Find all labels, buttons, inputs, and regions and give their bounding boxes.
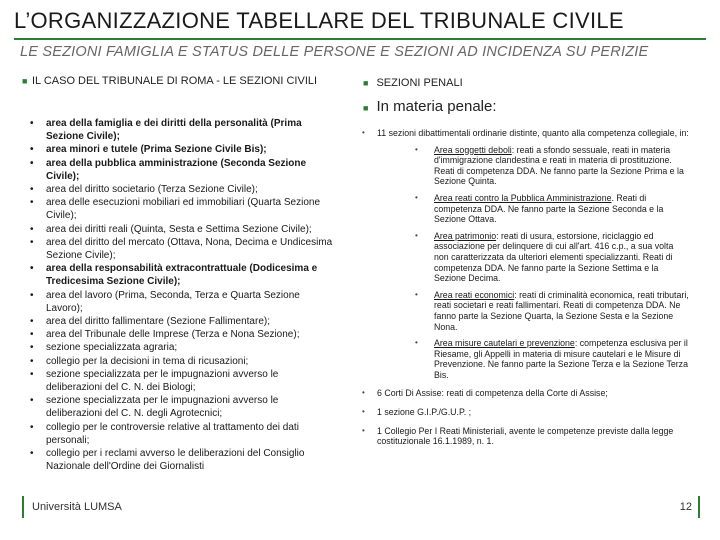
list-item-text: area dei diritti reali (Quinta, Sesta e Settima Sezione Civile); (46, 223, 312, 235)
bullet-icon: • (30, 421, 34, 433)
bullet-icon: • (415, 338, 418, 348)
bullet-icon: • (30, 223, 34, 235)
list-item-text: sezione specializzata per le impugnazioni avverso le deliberazioni del C. N. degli Agrotecnici; (46, 395, 279, 420)
list-item (30, 117, 335, 143)
penal-area-description: : reati di usura, estorsione, riciclaggio ed associazione per delinquere di cui all'art. 416 c.p., a sua volta non caratterizzata da ulteriori elementi specializzanti. Reati di competenza DDA. Ne fanno parte la Sezione Settima e la Sezione Decima. (434, 230, 674, 284)
penal-area-link[interactable]: Area reati economici (434, 289, 515, 300)
bullet-icon: • (362, 425, 365, 435)
slide-subtitle: LE SEZIONI FAMIGLIA E STATUS DELLE PERSONE E SEZIONI AD INCIDENZA SU PERIZIE (20, 44, 649, 60)
list-item (30, 368, 335, 394)
bullet-icon: • (30, 118, 34, 129)
title-divider (14, 38, 706, 40)
bullet-icon: • (30, 355, 34, 367)
list-item (30, 183, 335, 196)
square-bullet-icon: ■ (22, 76, 28, 86)
list-item-text: collegio per la decisioni in tema di ricusazioni; (46, 355, 249, 367)
bullet-icon: • (30, 184, 34, 196)
list-item-text: 1 sezione G.I.P./G.U.P. ; (377, 407, 472, 418)
list-item (30, 196, 335, 222)
bullet-icon: • (30, 329, 34, 341)
list-item-text: area del Tribunale delle Imprese (Terza e Nona Sezione); (46, 329, 300, 341)
penal-area-link[interactable]: Area reati contro la Pubblica Amministrazione (434, 192, 612, 203)
list-item-text: 1 Collegio Per I Reati Ministeriali, avente le competenze previste dalla legge costituzionale 16.1.1989, n. 1. (377, 425, 674, 447)
footer-label: Università LUMSA (32, 501, 122, 513)
slide-title: L’ORGANIZZAZIONE TABELLARE DEL TRIBUNALE CIVILE (14, 8, 624, 33)
penal-area-description: : reati a sfondo sessuale, reati in materia d'immigrazione clandestina e reati in materia di prostituzione. Reati di competenza DDA. Ne fanno parte la Sezione Prima e la Sezione Quinta. (434, 144, 684, 187)
list-item-text: area della pubblica amministrazione (Seconda Sezione Civile); (46, 157, 307, 182)
page-number: 12 (679, 501, 692, 513)
left-column-heading (22, 74, 332, 89)
penal-areas-sublist (377, 145, 690, 381)
list-item (30, 143, 335, 156)
list-item (30, 157, 335, 183)
list-item-text: area minori e tutele (Prima Sezione Civile Bis); (46, 144, 267, 156)
bullet-icon: • (30, 144, 34, 156)
list-item (30, 447, 335, 473)
bullet-icon: • (362, 388, 365, 398)
penal-subheading (363, 98, 497, 115)
list-item (30, 328, 335, 341)
right-heading-text: SEZIONI PENALI (376, 77, 463, 89)
penal-sections-list (360, 128, 690, 455)
list-item-text: area della famiglia e dei diritti della personalità (Prima Sezione Civile); (46, 118, 302, 143)
bullet-icon: • (30, 448, 34, 460)
bullet-icon: • (30, 395, 34, 407)
list-item (30, 394, 335, 420)
list-item-text: area del diritto fallimentare (Sezione Fallimentare); (46, 316, 270, 328)
list-item (30, 421, 335, 447)
penal-area-description: : competenza esclusiva per il Riesame, gli Appelli in materia di misure cautelari e le Misure di Prevenzione. Ne fanno parte la Sezione Terza e la Sezione Terza Bis. (434, 338, 688, 380)
list-item (360, 407, 690, 418)
bullet-icon: • (362, 128, 365, 137)
bullet-icon: • (415, 230, 418, 240)
bullet-icon: • (415, 289, 418, 299)
penal-area-item (377, 193, 690, 225)
list-item-text: area delle esecuzioni mobiliari ed immobiliari (Quarta Sezione Civile); (46, 197, 321, 222)
penal-area-item (377, 231, 690, 284)
list-item-text: area del lavoro (Prima, Seconda, Terza e Quarta Sezione Lavoro); (46, 289, 300, 314)
list-item (30, 262, 335, 288)
list-item (30, 355, 335, 368)
list-item-text: collegio per i reclami avverso le deliberazioni del Consiglio Nazionale dell'Ordine dei Giornalisti (46, 448, 305, 473)
list-item (360, 388, 690, 399)
bullet-icon: • (30, 289, 34, 301)
list-item-text: area del diritto societario (Terza Sezione Civile); (46, 184, 258, 196)
bullet-icon: • (30, 197, 34, 209)
square-bullet-icon: ■ (363, 103, 369, 113)
right-column-heading (363, 77, 463, 89)
list-item-text: area della responsabilità extracontrattuale (Dodicesima e Tredicesima Sezione Civile); (46, 263, 318, 288)
left-heading-text: IL CASO DEL TRIBUNALE DI ROMA - LE SEZIONI CIVILI (32, 75, 318, 87)
penal-area-link[interactable]: Area misure cautelari e prevenzione (434, 338, 575, 349)
list-item-text: sezione specializzata agraria; (46, 342, 178, 354)
list-item (30, 341, 335, 354)
civil-sections-list (30, 117, 335, 473)
bullet-icon: • (30, 368, 34, 380)
bullet-icon: • (30, 236, 34, 248)
penal-area-description: . Reati di competenza DDA. Ne fanno parte la Sezione Seconda e la Sezione Ottava. (434, 192, 664, 225)
penal-area-item (377, 290, 690, 332)
list-item-text: collegio per le controversie relative al trattamento dei dati personali; (46, 421, 299, 446)
list-item (360, 128, 690, 380)
footer-left-accent (22, 496, 24, 518)
penal-area-item (377, 338, 690, 380)
square-bullet-icon: ■ (363, 78, 369, 88)
list-item (30, 315, 335, 328)
list-item-text: 6 Corti Di Assise: reati di competenza della Corte di Assise; (377, 388, 608, 399)
list-item-text: sezione specializzata per le impugnazioni avverso le deliberazioni del C. N. dei Biologi; (46, 368, 279, 394)
list-item (360, 426, 690, 447)
list-item-text: 11 sezioni dibattimentali ordinarie distinte, quanto alla competenza collegiale, in: (377, 128, 689, 138)
bullet-icon: • (415, 144, 418, 154)
list-item (30, 223, 335, 236)
bullet-icon: • (30, 157, 34, 169)
list-item (30, 236, 335, 262)
bullet-icon: • (30, 342, 34, 354)
penal-area-description: : reati di criminalità economica, reati tributari, reati societari e reati fallimentari. Reati di competenza DDA. Ne fanno parte la Sezione Quarta, la Sezione Sesta e la Sezione Nona. (434, 289, 689, 332)
penal-subheading-text: In materia penale: (376, 98, 497, 115)
footer-right-accent (698, 496, 700, 518)
bullet-icon: • (415, 192, 418, 202)
bullet-icon: • (30, 263, 34, 275)
list-item (30, 289, 335, 315)
list-item-text: area del diritto del mercato (Ottava, Nona, Decima e Undicesima Sezione Civile); (46, 236, 333, 262)
bullet-icon: • (30, 316, 34, 328)
bullet-icon: • (362, 407, 365, 417)
penal-area-link[interactable]: Area soggetti deboli (434, 144, 512, 155)
penal-area-item (377, 145, 690, 187)
penal-area-link[interactable]: Area patrimonio (434, 230, 497, 241)
